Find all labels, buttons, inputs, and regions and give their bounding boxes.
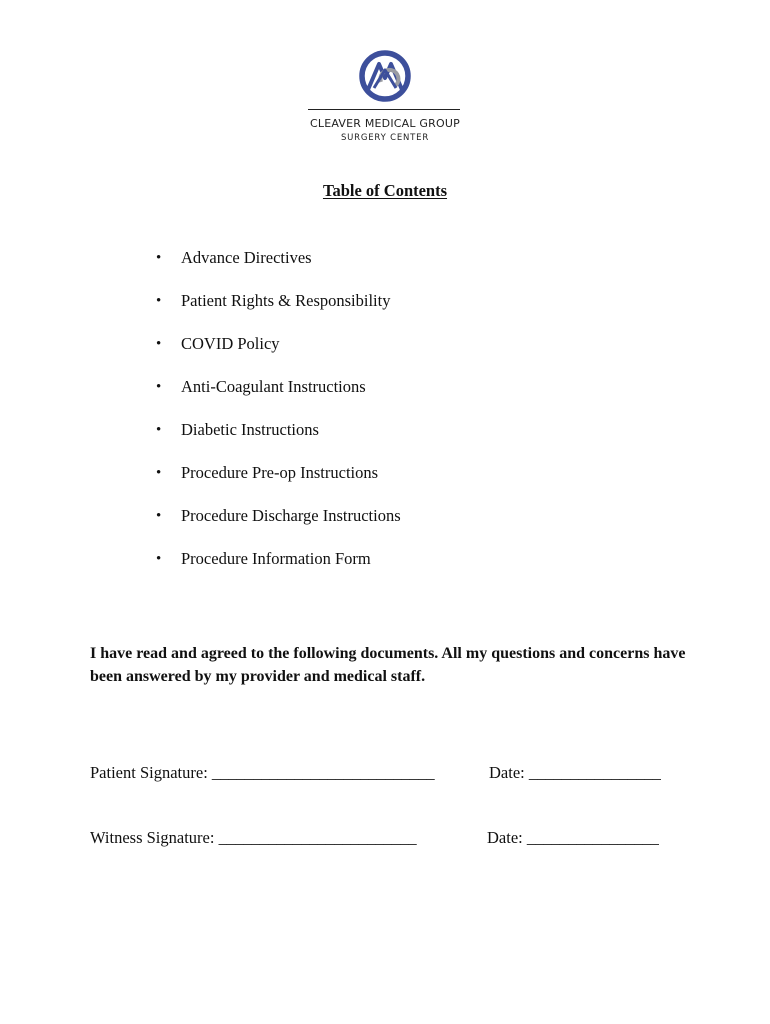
patient-signature-field[interactable]: Patient Signature: ___________________________ — [90, 763, 435, 782]
toc-item-label: Procedure Information Form — [181, 549, 371, 568]
bullet-icon: • — [156, 379, 162, 395]
toc-item-label: Diabetic Instructions — [181, 420, 319, 439]
bullet-icon: • — [156, 336, 162, 352]
list-item — [155, 333, 401, 376]
agreement-statement: I have read and agreed to the following documents. All my questions and concerns have been answered by my provider and medical staff. — [90, 645, 686, 685]
bullet-icon: • — [156, 508, 162, 524]
toc-item-label: Procedure Discharge Instructions — [181, 506, 401, 525]
list-item — [155, 462, 401, 505]
list-item — [155, 247, 401, 290]
toc-item-label: COVID Policy — [181, 334, 280, 353]
toc-item-label: Advance Directives — [181, 248, 312, 267]
bullet-icon: • — [156, 293, 162, 309]
toc-item-label: Procedure Pre-op Instructions — [181, 463, 379, 482]
list-item — [155, 419, 401, 462]
toc-item-label: Patient Rights & Responsibility — [181, 291, 391, 310]
list-item — [155, 290, 401, 333]
toc-item-label: Anti-Coagulant Instructions — [181, 377, 366, 396]
list-item — [155, 376, 401, 419]
toc-title: Table of Contents — [322, 181, 448, 200]
bullet-icon: • — [156, 422, 162, 438]
witness-signature-field[interactable]: Witness Signature: ________________________ — [90, 828, 417, 847]
list-item — [155, 505, 401, 548]
witness-date-field[interactable]: Date: ________________ — [487, 828, 659, 847]
cleaver-medical-logo-icon — [357, 48, 413, 104]
logo-divider — [308, 109, 460, 110]
org-name: CLEAVER MEDICAL GROUP — [310, 117, 460, 130]
org-subtitle: SURGERY CENTER — [340, 133, 430, 143]
list-item — [155, 548, 401, 591]
bullet-icon: • — [156, 551, 162, 567]
toc-list — [155, 247, 401, 591]
patient-date-field[interactable]: Date: ________________ — [489, 763, 661, 782]
bullet-icon: • — [156, 250, 162, 266]
bullet-icon: • — [156, 465, 162, 481]
